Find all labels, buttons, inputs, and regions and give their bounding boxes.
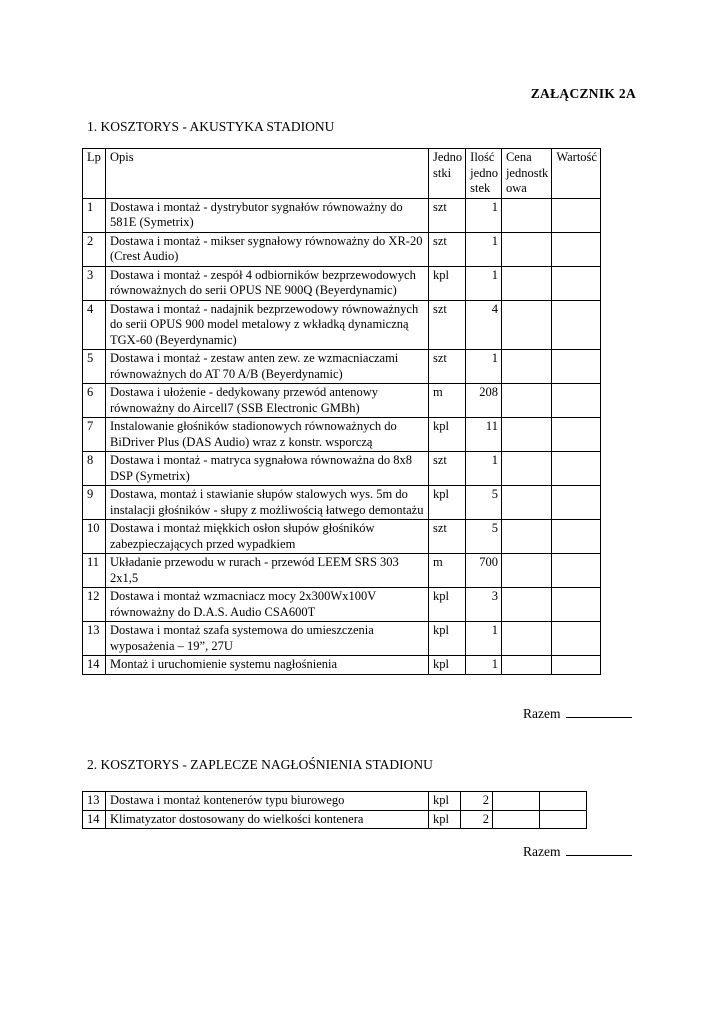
cell-unit: kpl: [429, 792, 461, 811]
cell-quantity: 5: [466, 486, 502, 520]
table-row: [83, 266, 601, 300]
total-label: Razem: [523, 706, 561, 721]
cell-quantity: 1: [466, 232, 502, 266]
cell-lp: 8: [83, 452, 106, 486]
cell-unit-price: [501, 452, 551, 486]
cell-description: Instalowanie głośników stadionowych równoważnych do BiDriver Plus (DAS Audio) wraz z konstr. wsporczą: [106, 418, 429, 452]
table-header-row: [83, 149, 601, 199]
cell-lp: 6: [83, 384, 106, 418]
cell-lp: 5: [83, 350, 106, 384]
table-row: [83, 300, 601, 350]
cell-value: [552, 588, 601, 622]
cell-description: Montaż i uruchomienie systemu nagłośnienia: [106, 656, 429, 675]
cell-value: [552, 554, 601, 588]
cell-description: Dostawa i ułożenie - dedykowany przewód antenowy równoważny do Aircell7 (SSB Electronic GMBh): [106, 384, 429, 418]
cell-description: Dostawa i montaż - mikser sygnałowy równoważny do XR-20 (Crest Audio): [106, 232, 429, 266]
cell-quantity: 11: [466, 418, 502, 452]
cell-quantity: 5: [466, 520, 502, 554]
cell-description: Dostawa i montaż - matryca sygnałowa równoważna do 8x8 DSP (Symetrix): [106, 452, 429, 486]
cell-lp: 7: [83, 418, 106, 452]
table-row: [83, 810, 587, 829]
cell-quantity: 1: [466, 656, 502, 675]
cell-description: Dostawa i montaż - nadajnik bezprzewodowy równoważnych do serii OPUS 900 model metalowy z wkładką dynamiczną TGX-60 (Beyerdynamic): [106, 300, 429, 350]
cell-quantity: 1: [466, 622, 502, 656]
header-unit-price: Cena jednostk owa: [501, 149, 551, 199]
cell-quantity: 1: [466, 452, 502, 486]
cell-description: Dostawa i montaż wzmacniacz mocy 2x300Wx100V równoważny do D.A.S. Audio CSA600T: [106, 588, 429, 622]
total-blank-field[interactable]: [566, 843, 632, 856]
cell-value: [552, 486, 601, 520]
cell-unit: m: [429, 384, 466, 418]
cell-value: [552, 232, 601, 266]
table-row: [83, 452, 601, 486]
header-value: Wartość: [552, 149, 601, 199]
cell-value: [552, 266, 601, 300]
estimate-table-acoustics: [82, 148, 601, 675]
cell-description: Klimatyzator dostosowany do wielkości kontenera: [106, 810, 429, 829]
table-row: [83, 486, 601, 520]
cell-unit-price: [501, 622, 551, 656]
cell-description: Dostawa i montaż - zespół 4 odbiorników bezprzewodowych równoważnych do serii OPUS NE 900Q (Beyerdynamic): [106, 266, 429, 300]
cell-unit: szt: [429, 452, 466, 486]
section-2-heading: 2. KOSZTORYS - ZAPLECZE NAGŁOŚNIENIA STADIONU: [87, 757, 433, 772]
cell-value: [552, 300, 601, 350]
cell-unit-price: [501, 520, 551, 554]
cell-lp: 9: [83, 486, 106, 520]
annex-title: ZAŁĄCZNIK 2A: [530, 86, 636, 101]
table-row: [83, 520, 601, 554]
table-row: [83, 418, 601, 452]
cell-unit: szt: [429, 232, 466, 266]
cell-unit-price: [501, 418, 551, 452]
cell-lp: 1: [83, 198, 106, 232]
cell-description: Dostawa i montaż miękkich osłon słupów głośników zabezpieczających przed wypadkiem: [106, 520, 429, 554]
cell-description: Układanie przewodu w rurach - przewód LEEM SRS 303 2x1,5: [106, 554, 429, 588]
total-blank-field[interactable]: [566, 705, 632, 718]
cell-unit-price: [501, 266, 551, 300]
cell-quantity: 1: [466, 266, 502, 300]
table-row: [83, 198, 601, 232]
header-lp: Lp: [83, 149, 106, 199]
cell-unit-price: [501, 384, 551, 418]
total-line-1: [523, 705, 632, 722]
cell-unit-price: [501, 554, 551, 588]
cell-unit-price: [501, 232, 551, 266]
cell-lp: 3: [83, 266, 106, 300]
total-label: Razem: [523, 844, 561, 859]
table-row: [83, 656, 601, 675]
cell-quantity: 1: [466, 198, 502, 232]
cell-quantity: 3: [466, 588, 502, 622]
cell-value: [552, 384, 601, 418]
cell-unit: szt: [429, 198, 466, 232]
table-row: [83, 588, 601, 622]
header-quantity: Ilość jedno stek: [466, 149, 502, 199]
cell-lp: 13: [83, 622, 106, 656]
cell-description: Dostawa i montaż kontenerów typu biurowego: [106, 792, 429, 811]
cell-unit: kpl: [429, 266, 466, 300]
cell-lp: 11: [83, 554, 106, 588]
cell-value: [540, 810, 587, 829]
cell-unit: m: [429, 554, 466, 588]
cell-unit-price: [501, 198, 551, 232]
cell-unit-price: [493, 810, 540, 829]
cell-unit: szt: [429, 350, 466, 384]
cell-quantity: 208: [466, 384, 502, 418]
cell-unit: kpl: [429, 810, 461, 829]
cell-lp: 2: [83, 232, 106, 266]
cell-description: Dostawa i montaż - dystrybutor sygnałów równoważny do 581E (Symetrix): [106, 198, 429, 232]
cell-unit-price: [501, 656, 551, 675]
cell-value: [552, 520, 601, 554]
cell-value: [552, 350, 601, 384]
cell-unit: kpl: [429, 486, 466, 520]
table-row: [83, 792, 587, 811]
cell-unit-price: [501, 300, 551, 350]
cell-description: Dostawa i montaż - zestaw anten zew. ze wzmacniaczami równoważnych do AT 70 A/B (Beyerdynamic): [106, 350, 429, 384]
cell-quantity: 2: [461, 810, 493, 829]
header-unit: Jedno stki: [429, 149, 466, 199]
cell-unit-price: [501, 486, 551, 520]
cell-lp: 10: [83, 520, 106, 554]
table-row: [83, 384, 601, 418]
cell-quantity: 2: [461, 792, 493, 811]
cell-lp: 12: [83, 588, 106, 622]
cell-value: [552, 198, 601, 232]
header-description: Opis: [106, 149, 429, 199]
estimate-table-facilities: [82, 791, 587, 829]
cell-lp: 14: [83, 656, 106, 675]
table-row: [83, 622, 601, 656]
cell-value: [540, 792, 587, 811]
cell-value: [552, 622, 601, 656]
cell-lp: 14: [83, 810, 106, 829]
table-row: [83, 232, 601, 266]
table-row: [83, 554, 601, 588]
cell-quantity: 700: [466, 554, 502, 588]
cell-unit: szt: [429, 520, 466, 554]
cell-lp: 4: [83, 300, 106, 350]
cell-value: [552, 452, 601, 486]
cell-unit: kpl: [429, 418, 466, 452]
cell-quantity: 1: [466, 350, 502, 384]
cell-unit: kpl: [429, 588, 466, 622]
cell-description: Dostawa i montaż szafa systemowa do umieszczenia wyposażenia – 19”, 27U: [106, 622, 429, 656]
cell-value: [552, 418, 601, 452]
cell-unit: kpl: [429, 656, 466, 675]
table-row: [83, 350, 601, 384]
section-1-heading: 1. KOSZTORYS - AKUSTYKA STADIONU: [87, 119, 335, 134]
cell-lp: 13: [83, 792, 106, 811]
cell-unit: kpl: [429, 622, 466, 656]
cell-unit-price: [501, 350, 551, 384]
cell-value: [552, 656, 601, 675]
total-line-2: [523, 843, 632, 860]
cell-unit: szt: [429, 300, 466, 350]
cell-unit-price: [493, 792, 540, 811]
cell-description: Dostawa, montaż i stawianie słupów stalowych wys. 5m do instalacji głośników - słupy z możliwością łatwego demontażu: [106, 486, 429, 520]
cell-quantity: 4: [466, 300, 502, 350]
cell-unit-price: [501, 588, 551, 622]
